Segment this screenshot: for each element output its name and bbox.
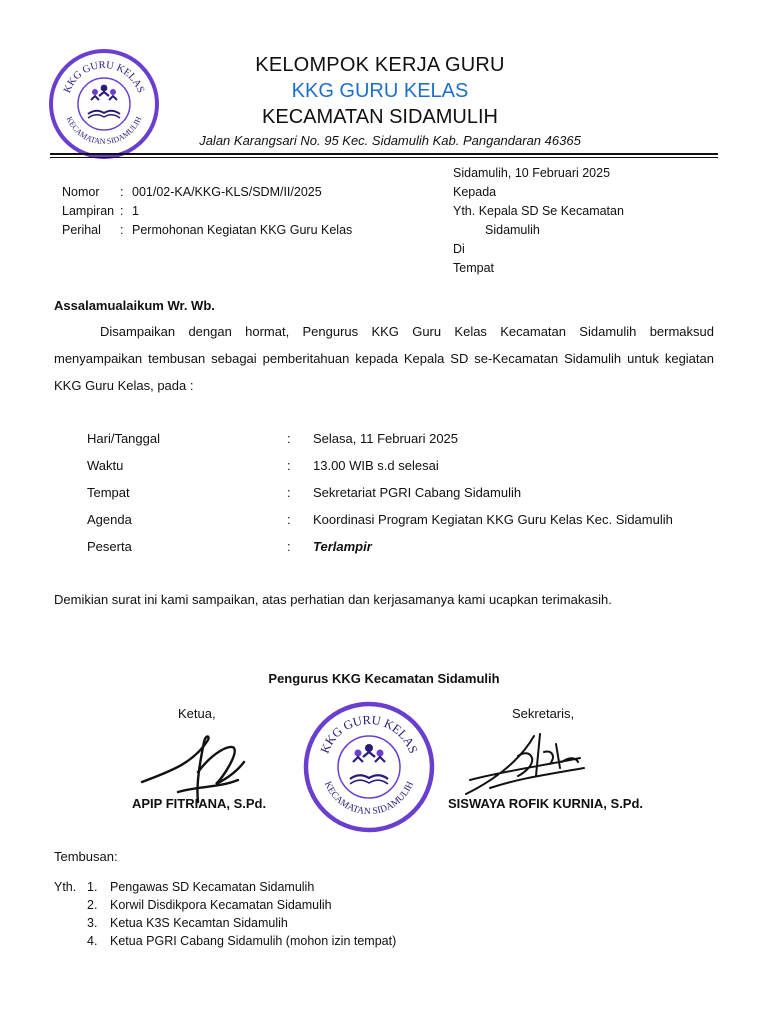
item-text: Ketua K3S Kecamtan Sidamulih: [110, 916, 288, 930]
people-book-icon: [88, 85, 120, 118]
perihal-value: Permohonan Kegiatan KKG Guru Kelas: [132, 223, 353, 237]
meta-perihal: [62, 221, 352, 240]
item-number: 4.: [87, 934, 98, 948]
item-text: Korwil Disdikpora Kecamatan Sidamulih: [110, 898, 332, 912]
list-item: [54, 932, 396, 950]
recipient-di: Di: [453, 242, 465, 256]
closing-sentence: Demikian surat ini kami sampaikan, atas perhatian dan kerjasamanya kami ucapkan terimakasih.: [54, 592, 612, 607]
secretary-name: SISWAYA ROFIK KURNIA, S.Pd.: [448, 796, 644, 811]
detail-row: [87, 533, 673, 560]
detail-row: [87, 452, 673, 479]
chair-name: APIP FITRIANA, S.Pd.: [132, 796, 267, 811]
item-number: 2.: [87, 898, 98, 912]
recipient-yth-cont: Sidamulih: [485, 223, 540, 237]
lampiran-label: Lampiran: [62, 204, 115, 218]
board-title: Pengurus KKG Kecamatan Sidamulih: [268, 671, 500, 686]
greeting: Assalamualaikum Wr. Wb.: [54, 298, 215, 313]
org-name-line2: KKG GURU KELAS: [291, 80, 469, 102]
yth-label: Yth.: [54, 880, 77, 894]
header-rule-thin: [50, 157, 718, 158]
people-book-icon: [350, 744, 388, 784]
nomor-label: Nomor: [62, 185, 100, 199]
list-item: [54, 914, 396, 932]
logo-top-text: KKG GURU KELAS: [61, 59, 146, 95]
lampiran-value: 1: [132, 204, 139, 218]
item-text: Pengawas SD Kecamatan Sidamulih: [110, 880, 315, 894]
recipient-kepada: Kepada: [453, 185, 497, 199]
recipient-tempat: Tempat: [453, 261, 494, 275]
detail-value: 13.00 WIB s.d selesai: [313, 458, 439, 473]
detail-row: [87, 425, 673, 452]
detail-row: [87, 479, 673, 506]
colon: :: [120, 185, 124, 199]
detail-value: Sekretariat PGRI Cabang Sidamulih: [313, 485, 522, 500]
org-name-line1: KELOMPOK KERJA GURU: [255, 54, 505, 76]
detail-label: Hari/Tanggal: [87, 431, 160, 446]
body-paragraph: [54, 318, 714, 399]
colon: :: [287, 458, 291, 473]
chair-title: Ketua,: [178, 706, 216, 721]
detail-value: Terlampir: [313, 539, 372, 554]
colon: :: [120, 223, 124, 237]
colon: :: [287, 539, 291, 554]
body-paragraph-text: Disampaikan dengan hormat, Pengurus KKG Guru Kelas Kecamatan Sidamulih bermaksud menyampaikan tembusan sebagai pemberitahuan kepada Kepala SD se-Kecamatan Sidamulih untuk kegiatan KKG Guru Kelas, pada :: [54, 324, 714, 393]
secretary-signature: [460, 722, 590, 802]
colon: :: [120, 204, 124, 218]
list-item: [54, 878, 396, 896]
detail-row: [87, 506, 673, 533]
list-item: [54, 896, 396, 914]
detail-label: Agenda: [87, 512, 132, 527]
letter-date: Sidamulih, 10 Februari 2025: [453, 166, 611, 180]
colon: :: [287, 431, 291, 446]
detail-label: Waktu: [87, 458, 124, 473]
detail-label: Tempat: [87, 485, 130, 500]
event-details: [87, 425, 673, 560]
colon: :: [287, 512, 291, 527]
colon: :: [287, 485, 291, 500]
org-name-line3: KECAMATAN SIDAMULIH: [262, 106, 498, 128]
tembusan-heading: Tembusan:: [54, 849, 118, 864]
meta-nomor: [62, 183, 352, 202]
detail-label: Peserta: [87, 539, 132, 554]
item-text: Ketua PGRI Cabang Sidamulih (mohon izin tempat): [110, 934, 397, 948]
item-number: 3.: [87, 916, 98, 930]
perihal-label: Perihal: [62, 223, 101, 237]
letter-meta: [62, 183, 352, 240]
item-number: 1.: [87, 880, 98, 894]
stamp-bottom-text: KECAMATAN SIDAMULIH: [321, 780, 417, 818]
recipient-yth: Yth. Kepala SD Se Kecamatan: [453, 204, 624, 218]
meta-lampiran: [62, 202, 352, 221]
org-address: Jalan Karangsari No. 95 Kec. Sidamulih Kab. Pangandaran 46365: [199, 133, 581, 148]
tembusan-list: [54, 878, 396, 950]
secretary-title: Sekretaris,: [512, 706, 575, 721]
org-logo: [48, 48, 160, 160]
detail-value: Selasa, 11 Februari 2025: [313, 431, 459, 446]
recipient-block: [453, 164, 624, 278]
header-rule-thick: [50, 153, 718, 155]
logo-bottom-text: KECAMATAN SIDAMULIH: [64, 115, 144, 147]
detail-value: Koordinasi Program Kegiatan KKG Guru Kelas Kec. Sidamulih: [313, 512, 673, 527]
official-stamp: [302, 700, 436, 834]
nomor-value: 001/02-KA/KKG-KLS/SDM/II/2025: [132, 185, 322, 199]
stamp-top-text: KKG GURU KELAS: [317, 712, 421, 756]
